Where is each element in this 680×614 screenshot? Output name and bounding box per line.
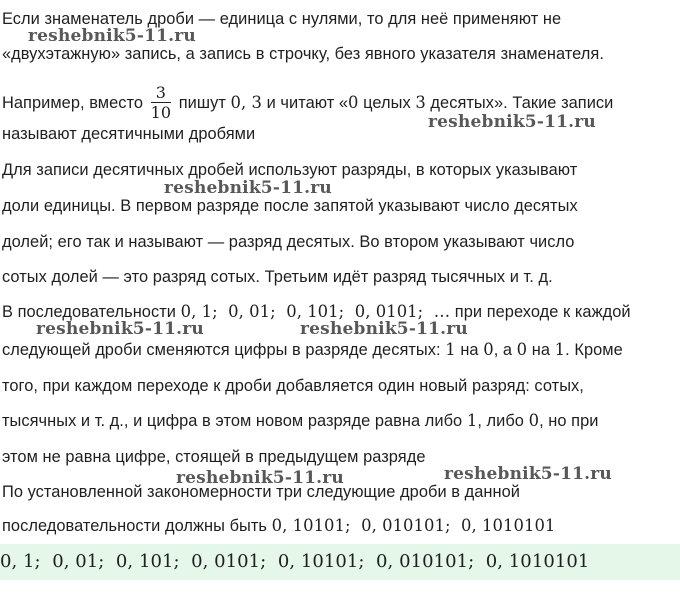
paragraph-line-with-digits (2, 411, 598, 431)
text-fragment: на (460, 341, 479, 359)
watermark: reshebnik5-11.ru (444, 464, 612, 484)
text-fragment: , но при (539, 412, 599, 430)
paragraph-line-with-digits (2, 340, 623, 360)
math-fragment: 1 (445, 340, 456, 359)
text-fragment: и читают « (266, 93, 349, 112)
fraction (151, 83, 171, 122)
text-fragment: , а (493, 341, 513, 359)
text-fragment: , либо (477, 412, 524, 430)
math-fragment: 1 (466, 411, 478, 430)
text-fragment: целых (363, 93, 411, 112)
answer-text: 0, 1; 0, 01; 0, 101; 0, 0101; 0, 10101; 0, 010101; 0, 1010101 (0, 551, 590, 572)
watermark: reshebnik5-11.ru (28, 26, 196, 46)
text-fragment: последовательности должны быть (2, 517, 267, 535)
paragraph-line: По установленной закономерности три следующие дроби в данной (2, 483, 520, 501)
text-fragment: пишут (178, 93, 226, 112)
math-fragment: 0 (483, 340, 494, 359)
text-fragment: тысячных и т. д., и цифра в этом новом разряде равна либо (2, 412, 463, 430)
fraction-denominator: 10 (150, 103, 172, 122)
paragraph-line: доли единицы. В первом разряде после запятой указывают число десятых (2, 197, 578, 215)
text-fragment: . Кроме (565, 341, 623, 359)
paragraph-line: сотых долей — это разряд сотых. Третьим идёт разряд тысячных и т. д. (2, 268, 553, 286)
math-fragment: 0, 3 (230, 92, 262, 112)
text-fragment: Например, вместо (2, 93, 144, 112)
math-fragment: 3 (415, 92, 426, 112)
math-fragment: 1 (554, 340, 566, 359)
math-sequence: 0, 1; 0, 01; 0, 101; 0, 0101; … (180, 302, 451, 321)
paragraph-line: Для записи десятичных дробей используют разряды, в которых указывают (2, 161, 578, 179)
paragraph-line: называют десятичными дробями (2, 125, 256, 143)
math-fragment: 0 (528, 411, 540, 430)
math-fragment: 0 (348, 92, 359, 112)
answer-box (0, 544, 680, 580)
text-fragment: десятых». Такие записи (430, 93, 614, 112)
watermark: reshebnik5-11.ru (176, 468, 344, 488)
paragraph-line: того, при каждом переходе к дроби добавляется один новый разряд: сотых, (2, 377, 584, 395)
paragraph-line: Если знаменатель дроби — единица с нулями, то для неё применяют не (2, 10, 562, 28)
text-fragment: следующей дроби сменяются цифры в разряде десятых: (2, 341, 441, 359)
math-fragment: 0 (516, 340, 528, 359)
paragraph-line: «двухэтажную» запись, а запись в строчку, без явного указателя знаменателя. (2, 45, 604, 63)
paragraph-line-with-sequence (2, 516, 555, 536)
watermark: reshebnik5-11.ru (164, 178, 332, 198)
fraction-numerator: 3 (151, 83, 171, 103)
text-fragment: при переходе к каждой (454, 303, 631, 321)
watermark: reshebnik5-11.ru (428, 112, 596, 132)
paragraph-line: этом не равна цифре, стоящей в предыдущем разряде (2, 448, 426, 466)
watermark: reshebnik5-11.ru (36, 319, 204, 339)
text-fragment: В последовательности (2, 303, 176, 321)
text-fragment: на (531, 341, 551, 359)
paragraph-line: долей; его так и называют — разряд десятых. Во втором указывают число (2, 233, 575, 251)
watermark: reshebnik5-11.ru (300, 319, 468, 339)
math-sequence: 0, 10101; 0, 010101; 0, 1010101 (271, 516, 556, 535)
